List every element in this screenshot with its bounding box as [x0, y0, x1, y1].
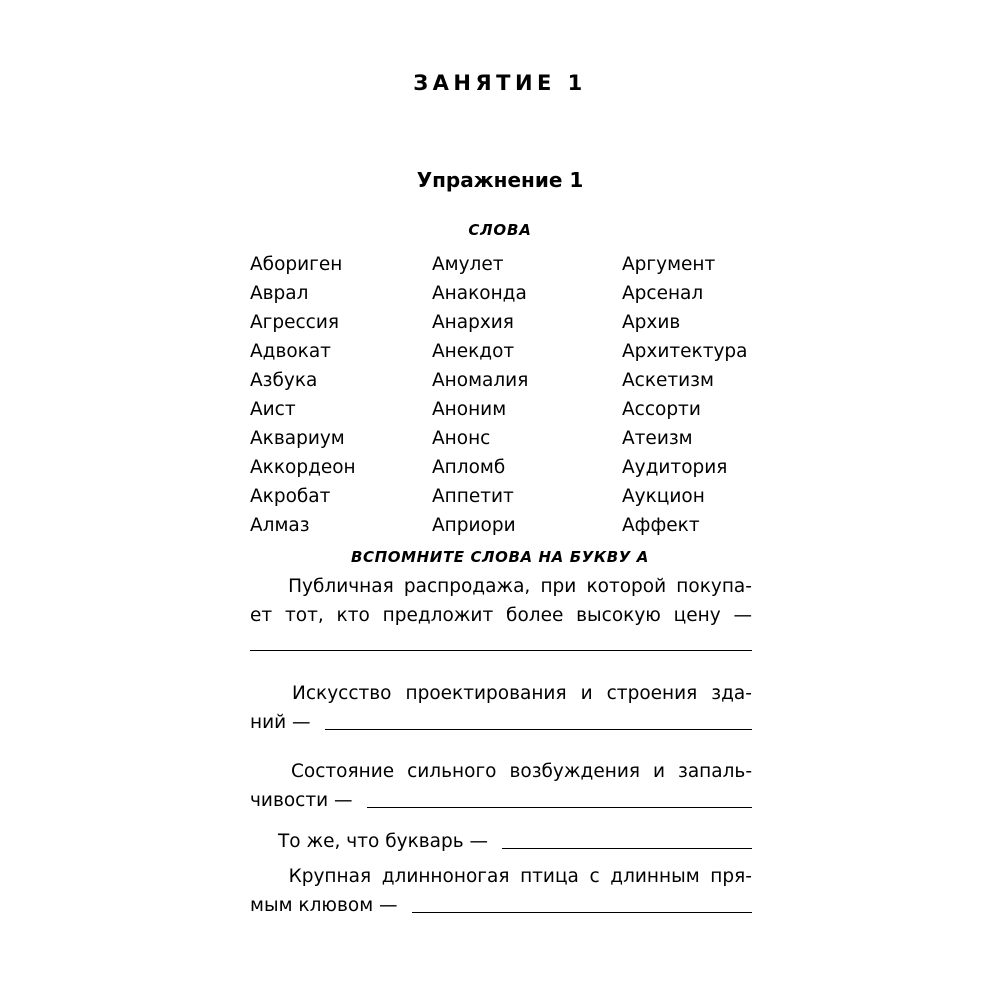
word-item: Архитектура	[622, 341, 748, 362]
word-item: Аудитория	[622, 457, 728, 478]
answer-blank-line[interactable]	[250, 630, 752, 659]
definition-word: То же, что букварь —	[278, 831, 489, 852]
spacer	[250, 737, 752, 757]
spacer	[250, 815, 752, 827]
definition-word: чивости —	[250, 790, 353, 811]
definition-item-3	[250, 757, 752, 815]
word-column-3	[622, 250, 770, 540]
definition-word: сильного	[407, 761, 497, 782]
definition-word: пря-	[710, 866, 752, 887]
definition-word: мым клювом —	[250, 895, 398, 916]
definition-word: возбуждения	[509, 761, 640, 782]
word-item: Аргумент	[622, 254, 716, 275]
paragraph-indent	[250, 679, 278, 708]
definition-word: запаль-	[677, 761, 752, 782]
exercise-title: Упражнение 1	[416, 168, 584, 192]
definition-word: предложит	[382, 605, 494, 626]
definition-word: с	[589, 866, 600, 887]
definition-word: распродажа,	[403, 576, 531, 597]
definition-item-2	[250, 679, 752, 737]
definition-line	[250, 572, 752, 601]
answer-blank-line[interactable]	[311, 708, 752, 737]
definition-line	[250, 757, 752, 786]
word-item: Ассорти	[622, 399, 701, 420]
definition-line	[250, 862, 752, 891]
definition-word: тот,	[284, 605, 324, 626]
definition-word: зда-	[711, 683, 752, 704]
word-item: Анархия	[432, 312, 514, 333]
word-item: Аукцион	[622, 486, 705, 507]
word-item: Азбука	[250, 370, 318, 391]
definition-word: птица	[520, 866, 579, 887]
word-item: Аппетит	[432, 486, 514, 507]
definition-word: длинным	[610, 866, 700, 887]
definition-word: Состояние	[290, 761, 395, 782]
definition-word: и	[580, 683, 593, 704]
definition-word: и	[652, 761, 665, 782]
answer-blank-line[interactable]	[353, 786, 752, 815]
word-column-2	[432, 250, 622, 540]
definition-word: Публичная	[288, 576, 394, 597]
word-item: Аноним	[432, 399, 507, 420]
definition-word: длинноногая	[381, 866, 510, 887]
word-item: Апломб	[432, 457, 506, 478]
word-item: Амулет	[432, 254, 504, 275]
answer-blank-line[interactable]	[398, 891, 752, 920]
word-item: Атеизм	[622, 428, 693, 449]
definition-line	[250, 891, 752, 920]
definition-line	[250, 827, 752, 856]
paragraph-indent	[250, 862, 278, 891]
definition-word: —	[733, 605, 752, 626]
word-item: Аккордеон	[250, 457, 356, 478]
definition-list	[250, 572, 752, 920]
word-item: Аист	[250, 399, 296, 420]
word-column-1	[250, 250, 432, 540]
definition-word: которой	[586, 576, 667, 597]
definition-item-4	[250, 827, 752, 856]
definition-word: Крупная	[288, 866, 372, 887]
definition-item-5	[250, 862, 752, 920]
word-item: Аффект	[622, 515, 700, 536]
definition-line	[250, 786, 752, 815]
definition-word: высокую	[576, 605, 661, 626]
word-item: Акробат	[250, 486, 331, 507]
word-item: Аквариум	[250, 428, 345, 449]
definition-word: цену	[673, 605, 721, 626]
definition-item-1	[250, 572, 752, 659]
word-item: Агрессия	[250, 312, 339, 333]
definition-word: при	[540, 576, 577, 597]
definition-line	[250, 601, 752, 630]
spacer	[250, 659, 752, 679]
word-item: Архив	[622, 312, 681, 333]
definition-word: ет	[250, 605, 273, 626]
word-item: Анекдот	[432, 341, 515, 362]
answer-blank-line[interactable]	[488, 827, 752, 856]
definition-word: Искусство	[292, 683, 392, 704]
definition-word: проектирования	[405, 683, 567, 704]
word-list	[250, 250, 770, 540]
words-section-heading: СЛОВА	[468, 221, 532, 239]
word-item: Анонс	[432, 428, 491, 449]
recall-section-heading: ВСПОМНИТЕ СЛОВА НА БУКВУ А	[350, 548, 650, 566]
definition-word: ний —	[250, 712, 311, 733]
word-item: Алмаз	[250, 515, 310, 536]
paragraph-indent	[250, 827, 278, 856]
definition-word: более	[506, 605, 564, 626]
word-item: Абориген	[250, 254, 343, 275]
word-item: Анаконда	[432, 283, 527, 304]
definition-word: строения	[606, 683, 698, 704]
word-item: Аскетизм	[622, 370, 714, 391]
word-item: Адвокат	[250, 341, 331, 362]
paragraph-indent	[250, 757, 278, 786]
definition-word: покупа-	[676, 576, 752, 597]
word-item: Арсенал	[622, 283, 704, 304]
word-item: Априори	[432, 515, 516, 536]
lesson-title: ЗАНЯТИЕ 1	[413, 71, 587, 95]
word-item: Аномалия	[432, 370, 529, 391]
paragraph-indent	[250, 572, 278, 601]
word-item: Аврал	[250, 283, 309, 304]
definition-line	[250, 679, 752, 708]
definition-word: кто	[336, 605, 370, 626]
definition-line	[250, 708, 752, 737]
